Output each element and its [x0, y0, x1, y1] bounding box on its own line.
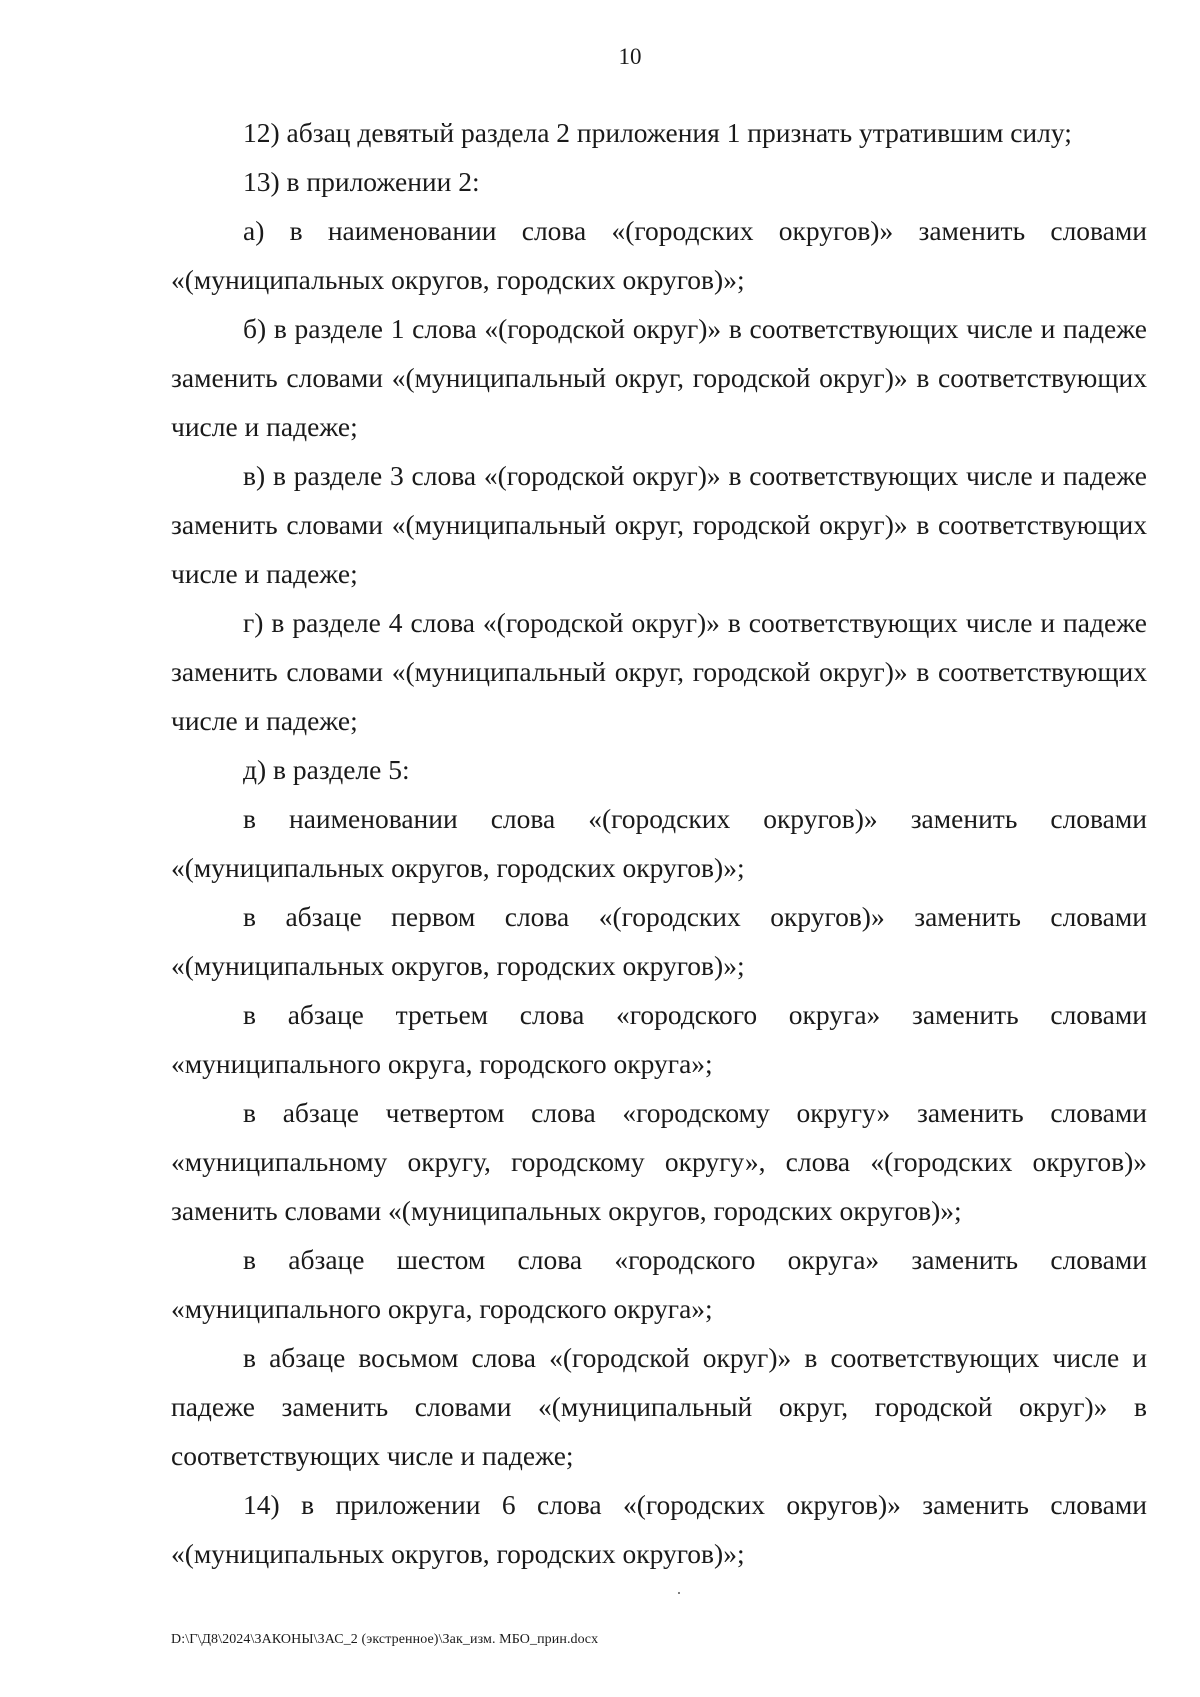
paragraph-subitem-b: б) в разделе 1 слова «(городской округ)» в соответствующих числе и падеже заменить словами «(муниципальный округ, городской округ)» в соответствующих числе и падеже; — [171, 313, 1147, 442]
paragraph-subitem-d: д) в разделе 5: — [243, 754, 410, 785]
paragraph-item-13: 13) в приложении 2: — [243, 166, 480, 197]
paragraph-section5-third: в абзаце третьем слова «городского округа» заменить словами «муниципального округа, городского округа»; — [171, 999, 1147, 1079]
page-number: 10 — [618, 44, 642, 69]
paragraph-subitem-a: а) в наименовании слова «(городских округов)» заменить словами «(муниципальных округов, городских округов)»; — [171, 215, 1147, 295]
paragraph-subitem-g: г) в разделе 4 слова «(городской округ)» в соответствующих числе и падеже заменить словами «(муниципальный округ, городской округ)» в соответствующих числе и падеже; — [171, 607, 1147, 736]
paragraph-item-12: 12) абзац девятый раздела 2 приложения 1 признать утратившим силу; — [243, 117, 1072, 148]
paragraph-section5-eighth: в абзаце восьмом слова «(городской округ)» в соответствующих числе и падеже заменить словами «(муниципальный округ, городской округ)» в соответствующих числе и падеже; — [171, 1342, 1147, 1471]
paragraph-section5-fourth: в абзаце четвертом слова «городскому округу» заменить словами «муниципальному округу, городскому округу», слова «(городских округов)» заменить словами «(муниципальных округов, городских округов)»; — [171, 1097, 1147, 1226]
paragraph-item-14: 14) в приложении 6 слова «(городских округов)» заменить словами «(муниципальных округов, городских округов)»; — [171, 1489, 1147, 1569]
footer-file-path: D:\Г\Д8\2024\ЗАКОНЫ\ЗАС_2 (экстренное)\Зак_изм. МБО_прин.docx — [171, 1632, 599, 1647]
paragraph-section5-first: в абзаце первом слова «(городских округов)» заменить словами «(муниципальных округов, городских округов)»; — [171, 901, 1147, 981]
paragraph-section5-sixth: в абзаце шестом слова «городского округа» заменить словами «муниципального округа, городского округа»; — [171, 1244, 1147, 1324]
paragraph-section5-title: в наименовании слова «(городских округов)» заменить словами «(муниципальных округов, городских округов)»; — [171, 803, 1147, 883]
scan-speck — [678, 1592, 680, 1594]
paragraph-subitem-v: в) в разделе 3 слова «(городской округ)» в соответствующих числе и падеже заменить словами «(муниципальный округ, городской округ)» в соответствующих числе и падеже; — [171, 460, 1147, 589]
document-body — [171, 108, 1147, 1578]
